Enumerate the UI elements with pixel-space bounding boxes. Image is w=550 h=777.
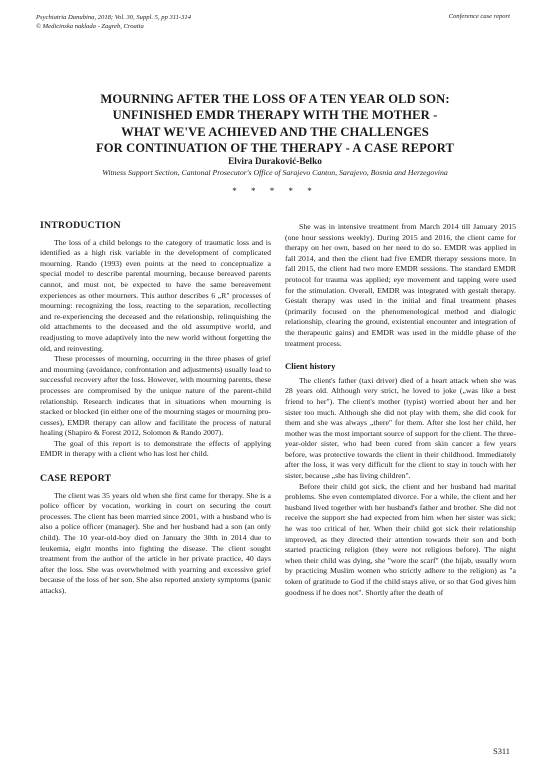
page-number: S311: [493, 747, 510, 756]
paragraph: Before their child got sick, the client and her husband had marital problems. She even contemplated divorce. For a while, the client and her husband lived together with her husband's father and brother. She did not receive the support she had expected from him when her sister was sick; he was too critical of her. When their child got sick their relationship improved, as they directed their attention towards their son and both started practicing religion (they were not religious before). The night when their child was dying, she "wore the scarf" (the hijab, usually worn by practicing Muslim women who strictly adhere to the religion) as "a token of gratitude to God if the child stays alive, or so that God gives him goodness if he does not". Shortly after the death of: [285, 481, 516, 597]
author-affiliation: Witness Support Section, Cantonal Prosecutor's Office of Sarajevo Canton, Sarajevo, Bosnia and Herzegovina: [102, 168, 448, 177]
title-line: WHAT WE'VE ACHIEVED AND THE CHALLENGES: [121, 124, 429, 139]
paragraph: She was in intensive treatment from March 2014 till January 2015 (one hour sessions weekly). During 2015 and 2016, the client came for therapy on her own, based on her need to do so. EMDR was applied in fall 2014, and then the client had five EMDR therapy sessions more. In fall 2015, the client had two more EMDR sessions. The standard EMDR protocol for trauma was applied; eye movement and tapping were used for the stimulation. Overall, EMDR was integrated with gestalt therapy. Gestalt therapy was used in the initial and final treatment phases (primarily focused on the phenomenological method and dialogic relationship, clearing the ground, existential encounter and integration of the therapeutic gains) and EMDR was used in the middle phase of the treatment process.: [285, 222, 516, 348]
publisher-line: © Medicinska naklada - Zagreb, Croatia: [36, 23, 144, 30]
author-name: Elvira Duraković-Belko: [228, 156, 322, 166]
section-separator: * * * * *: [232, 186, 318, 196]
paragraph: The client was 35 years old when she first came for therapy. She is a police officer by vocation, working in court on securing the court processes. The client has been married since 2001, with a husband who is also a police officer (manager). She and her husband had a son (an only child). The 10 year-old-boy died on January the 30th in 2014 due to leukemia, eight months into fighting the disease. The client sought treatment from the author of the article in her private practice, 40 days after the loss. She was overwhelmed with yearning and excessive grief because of the loss of her son. She also reported anxiety symptoms (panic attacks).: [40, 490, 271, 595]
title-line: FOR CONTINUATION OF THE THERAPY - A CASE REPORT: [95, 140, 455, 155]
paragraph: The client's father (taxi driver) died of a heart attack when she was 28 years old. Although very strict, he loved to joke („was like a best friend to her"). The client's mother (typist) worried about her and her sister too much. Although she did not play with them, she did cook for them and she was always „there" for them. After she lost her child, her mother was the most important source of support for the client. The three-year-older sister, who had been cured from skin cancer a few years before, was protective towards the client in their childhood. Immediately after the loss, it was very difficult for the client to stay in touch with her sister, because „she has living children".: [285, 375, 516, 481]
title-line: MOURNING AFTER THE LOSS OF A TEN YEAR OLD SON:: [100, 92, 450, 106]
right-column: [285, 222, 516, 598]
left-column: [40, 221, 271, 597]
introduction-heading: INTRODUCTION: [40, 220, 121, 231]
client-history-heading: Client history: [285, 361, 336, 372]
article-title: [40, 91, 510, 156]
journal-citation: [36, 13, 191, 31]
paragraph: These processes of mourning, occurring in the three phases of grief and mourning (avoidance, confrontation and adjustments) usually lead to successful recovery after the loss. However, with mourning parents, these processes are compromised by the unique nature of the parent-child relationship. Research indicates that in situations when mourning is stacked or blocked (in either one of the mourning stages or mourning processes), EMDR therapy can allow and facilitate the process of natural healing (Shapiro & Forest 2012, Solomon & Rando 2007).: [40, 354, 271, 438]
paragraph: The goal of this report is to demonstrate the effects of applying EMDR in therapy with a client who has lost her child.: [40, 438, 271, 459]
title-line: UNFINISHED EMDR THERAPY WITH THE MOTHER -: [112, 108, 438, 123]
citation-line: Psychiatria Danubina, 2018; Vol. 30, Suppl. 5, pp 311-314: [36, 14, 192, 21]
paragraph: The loss of a child belongs to the category of traumatic loss and is identified as a high risk variable in the development of complicated mourning. Rando (1993) even points at the need to conceptualize a special model to describe parental mourning, because bereaved parents cannot, and must not, be expected to have the same bereavement experiences as other mourners. This author describes 6 „R" processes of mourning: recognizing the loss, reacting to the separation, recollecting and re-experiencing the deceased and the relationship, relinquishing the old attachments to the deceased and the old assumptive world, and readjusting to move adaptively into the new world without forgetting the old, and reinvesting.: [40, 237, 271, 353]
case-report-heading: CASE REPORT: [40, 473, 112, 485]
article-type: Conference case report: [448, 13, 510, 20]
